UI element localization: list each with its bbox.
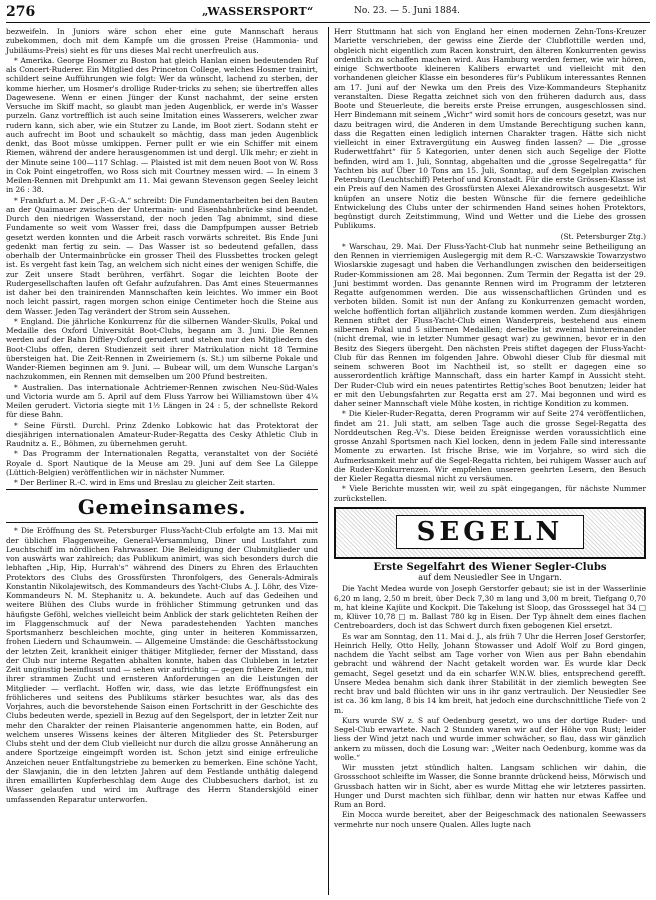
news-australien: * Australien. Das internationale Achtriemer-Rennen zwischen Neu-Süd-Wales und Victoria wurde am 5. April auf dem Fluss Yarrow bei Williamstown über 4¼ Meilen gerudert. Victoria siegte mit 1½ Längen in 24 : 5, der schnellste Rekord für diese Bahn. bbox=[6, 382, 318, 420]
page-header bbox=[6, 4, 650, 22]
news-programm: * Das Programm der Internationalen Regatta, veranstaltet von der Société Royale d. Sport Nautique de la Meuse am 29. Juni auf dem See La Gileppe (Lüttich-Belgien) veröffentlichen wir in nächster Nummer. bbox=[6, 449, 318, 477]
paragraph: Kurs wurde SW z. S auf Oedenburg gesetzt, wo uns der dortige Ruder- und Segel-Club erwartete. Nach 2 Stunden waren wir auf der Höhe von Rust; leider liess der Wind jetzt nach und wurde immer schwächer, so flau, dass wir gänzlich ankern zu müssen, doch die Losung war: „Weiter nach Oedenburg, komme was da wolle.“ bbox=[334, 715, 646, 762]
article-title: Erste Segelfahrt des Wiener Segler-Clubs bbox=[373, 561, 607, 573]
source-note: (St. Petersburger Ztg.) bbox=[560, 231, 646, 241]
news-petersburg: * Die Eröffnung des St. Petersburger Fluss-Yacht-Club erfolgte am 13. Mai mit der üblichen Flaggenweihe, General-Versammlung, Diner und Lustfahrt zum Leuchtschiff im nördlichen Fahrwasser. Die Beleidigung der Clubmitglieder und von auswärts war zahlreich; das Publikum animirt, was sich besonders durch die lebhaften „Hip, Hip, Hurrah's“ während des Diners zu Ehren des Erlauchten Protektors des Clubs des Grossfürsten Thronfolgers, des Generals-Admirals Konstantin Nikolajewitsch, des Kommandeurs des Yacht-Clubs A. J. Löhr, des Vize-Kommandeurs N. M. Stephanitz u. A. bekundete. Auch auf das Gedeihen und weitere Blühen des Clubs wurde in fröhlicher Stimmung getrunken und das häufigste Geföhl, welches vielleicht beim Anblick der stark gelichteten Reihen der im Flaggenschmuck auf der Newa paradestehenden Yachten manches Sportsmanherz beschleichen mochte, ging unter in heiteren Kommissarzen, frohen Liedern und Schaumwein. — Allgemeine Umstände: die Geschäftsstockung der letzten Zeit, krankheit einiger thätiger Mitglieder, ferner der Misstand, dass der Club nur interne Regatten abhalten konnte, haben das Clubleben in letzter Zeit ungünstig beeinflusst und — sehen wir aufrichtig — gegen frühere Zeiten, mit ihrer strammen Zucht und ernsteren Anforderungen an die Leistungen der Mitglieder — verflacht. Hoffen wir, dass, wie das letzte Eröffnungsfest ein fröhlicheres und seitens des Publikums stärker besuchtes war, als das des Vorjahres, auch die bevorstehende Saison einen Fortschritt in der Geschichte des Clubs bedeuten werde, speziell in Bezug auf den Segelsport, der in letzter Zeit nur mehr den Charakter der reinen Plaisanterie angenommen hatte, ein Boden, auf welchem unseres Wissens keines der älteren Mitglieder des St. Petersburger Clubs steht und der dem Club vielleicht nur durch die allzu grosse Annäherung an andere Sportzeige eingeimpft worden ist. Schon jetzt sind einige erfreuliche Anzeichen neuer Entfaltungstriebe zu bemerken zu bemerken. Eine schöne Yacht, der Slawjanin, die in den letzten Jahren auf dem Festlande unthätig dalegend ihren emaillirten Kupferbeschlag dem Auge des Clubbesuchers darbot, ist zu Wasser gelaufen und wird im Auftrage des Herrn Standerskjöld einer umfassenden Reparatur unterworfen. bbox=[6, 526, 318, 804]
section-rule bbox=[6, 522, 318, 523]
page-number: 276 bbox=[6, 4, 36, 20]
right-column bbox=[334, 27, 646, 830]
news-kiel: * Die Kieler-Ruder-Regatta, deren Programm wir auf Seite 274 veröffentlichen, findet am 21. Juli statt, am selben Tage auch die grosse Segel-Regatta des Norddeutschen Reg.-V's. Diese beiden Ereignisse werden voraussichtlich eine grosse Anzahl Sportsmen nach Kiel locken, denn in jedem Falle sind interessante Momente zu erwarten. Ist frische Brise, wie im Vorjahre, so wird sich die Aufmerksamkeit mehr auf die Segel-Regatta richten, bei ruhigem Wasser auch auf die Ruder-Konkurrenzen. Wir empfehlen unseren geehrten Lesern, den Besuch der Kieler Regatta diesmal nicht zu versäumen. bbox=[334, 409, 646, 483]
section-title: Gemeinsames. bbox=[77, 495, 247, 520]
news-frankfurt: * Frankfurt a. M. Der „F.-G.-A.“ schreibt: Die Fundamentarbeiten bei den Bauten an der Quaimauer zwischen der Untermain- und Eisenbahnbrücke sind beendet. Durch den niedrigen Wasserstand, der noch jeden Tag abnimmt, sind diese Fundamente so weit vom Wasser frei, dass die Dampfpumpen ausser Betrieb gesetzt werden konnten und die Arbeit rasch vorwärts schreitet. Bis Ende Juni gedenkt man fertig zu sein. — Das Wasser ist so bedeutend gefallen, dass oberhalb der Untermainbrücke ein grosser Theil des Flussbettes trocken gelegt ist. Es vergeht fast kein Tag, an welchem sich nicht eines der wenigen Schiffe, die zur Zeit unsere Stadt berühren, verfährt. Sogar die leichten Boote der Rudergesellschaften laufen oft Gefahr aufzufahren. Das Amt eines Steuermannes ist daher bei den trainirenden Mannschaften kein leichtes. Wo immer ein Boot noch leicht passirt, ragen morgen schon einige Centimeter hoch die Steine aus dem Wasser. Jeden Tag verändert der Strom sein Aussehen. bbox=[6, 195, 318, 316]
article-subtitle: auf dem Neusiedler See in Ungarn. bbox=[418, 573, 562, 582]
segeln-banner bbox=[334, 507, 646, 559]
section-rule bbox=[6, 489, 318, 490]
header-rule bbox=[6, 22, 650, 23]
paragraph: Herr Stuttmann hat sich von England her einen modernen Zehn-Tons-Kreuzer Mariette verschrieben, der gewiss eine Zierde der Clubflottille werden und, obgleich nicht eigentlich zum Racen konstruirt, den älteren Konkurrenten gewiss ordentlich zu schaffen machen wird. Aus Hamburg werden ferner, wie wir hören, einige Schwertboote kleineren Kalibers erwartet und vielleicht mit den vorhandenen gleicher Klasse ein besonderes für's Publikum interessantes Rennen am 17. Juni auf der Newka um den Preis des Vize-Kommandeurs Stephanitz veranstalten. Diese Regatta zeichnet sich von den früheren dadurch aus, dass Boote und Steuerleute, die bereits erste Preise errungen, ausgeschlossen sind. Herr Bindemann mit seinem „Wichr“ wird somit hors de concours gesetzt, was nur dazu beitragen wird, die Anderen in dem Umstande Berechtigung suchen kann, dass die Regatten einen lediglich internen Charakter tragen. Hätte sich nicht vielleicht in einer Extravergütung ein Ausweg finden lassen? — Die „grosse Ruderwettfahrt“ für 5 Kategorien, unter denen sich auch Segelige der Flotte befinden, wird am 1. Juli, Sonntag, abgehalten und die „grosse Segelregatta“ für Yachten bis auf Über 10 Tons am 15. Juli, Sonntag, auf dem Segelplan zwischen Petersburg (Leuchtschiff) Peterhof und Kronstadt. Für die erste Grössen-Klasse ist ein Preis auf den Namen des Grossfürsten Alexei Alexandrowitsch ausgesetzt. Wir knüpfen an unsere Notiz die besten Wünsche für die fernere gedeihliche Entwickelung des Clubs unter der schirmenden Hand seines hohen Protektors, begünstigt durch Zeitstimmung, Wind und Wetter und die Liebe des grossen Publikums. bbox=[334, 27, 646, 231]
news-amerika: * Amerika. George Hosmer zu Boston hat gleich Hanlan einen bedeutenden Ruf als Concert-Ruderer. Ein Mitglied des Princeton College, welches Hosmer trainirt, schildert seine Aufführungen wie folgt: Wer da wünscht, lachend zu sterben, der komme hierher, um Hosmer's drollige Ruder-tricks zu sehen; sie übertreffen alles Dagewesene. Wenn er einen Jünger der Kunst nachahmt, der seine ersten Versuche im Skiff macht, so glaubt man jeden Augenblick, er werde in's Wasser purzeln. Ganz vortrefflich ist auch seine Imitation eines Wasserers, welcher zwar rudern kann, sich aber, wie ein Stutzer zu Lande, im Boot ziert. Sodann steht er auch aufrecht im Boot und schaukelt so mächtig, dass man jeden Augenblick denkt, das Boot müsse umkippen. Ferner pullt er wie ein Schiffer mit einem Riemen, während der andere herausgenommen ist und dergl. Ulk mehr; er zieht in der Minute seine 100—117 Schlag. — Plaisted ist mit dem neuen Boot von W. Ross in Cok Point eingetroffen, wo Ross sich mit Courtney messen wird. — In einem 3 Meilen-Rennen mit Drehpunkt am 11. Mai gewann Stevenson gegen Seeley leicht in 26 : 38. bbox=[6, 55, 318, 195]
paragraph: bezweifeln. In Juniors wäre schon eher eine gute Mannschaft heraus zubekommen, doch mit dem Kampfe um die grossen Preise (Hammonia- und Jubiläums-Preis) sieht es für uns dieses Mal recht unerfreulich aus. bbox=[6, 27, 318, 55]
paragraph: Die Yacht Medea wurde von Joseph Gerstorfer gebaut; sie ist in der Wasserlinie 6,20 m lang, 2,50 m breit, über Deck 7,30 m lang und 3,00 m breit, Tiefgang 0,70 m, hat kleine Kajüte und Kockpit. Die Takelung ist Sloop, das Grosssegel hat 34 □ m, Klüver 10,78 □ m. Ballast 780 kg in Eisen. Der Typ ähnelt dem eines flachen Centreboarders, doch ist das Schwert durch fixen gebogenen Kiel ersetzt. bbox=[334, 584, 646, 631]
news-lobkowic: * Seine Fürstl. Durchl. Prinz Zdenko Lobkowic hat das Protektorat der diesjährigen internationalen Amateur-Ruder-Regatta des Cesky Athletic Club in Raudnitz a. E., Böhmen, zu übernehmen geruht. bbox=[6, 420, 318, 448]
left-column bbox=[6, 27, 318, 805]
news-warschau: * Warschau, 29. Mai. Der Fluss-Yacht-Club hat nunmehr seine Betheiligung an den Rennen in vierriemigen Auslegergig mit dem R.-C. Warszawskie Towarzystwo Wioslarskie zugesagt und haben die Verhandlungen zwischen den beiderseitigen Ruder-Kommissionen am 28. Mai begonnen. Zum Termin der Regatta ist der 29. Juni bestimmt worden. Das genannte Rennen wird im Programm der letzteren Regatte aufgenommen werden. Die aus wissenschaftlichen Gründen und es verboten bilden. Somit ist nun der Anfang zu Konkurrenzen gemacht worden, welche hoffentlich fortan alljährlich zustande kommen werden. Zum diesjährigen Rennen stiftet der Fluss-Yacht-Club einen Wanderpreis, bestehend aus einem silbernen Pokal und 5 silbernen Medaillen; derselbe ist zweimal hintereinander (nicht dremal, wie in letzter Nummer gesagt war) zu gewinnen, bevor er in den Besitz des Siegers übergeht. Den nächsten Preis stiftet dagegen der Fluss-Yacht-Club für das Rennen im folgenden Jahre. Obwohl dieser Club für diesmal mit seinem schweren Boot im Nachtheil ist, so stellt er dagegen eine so ausserordentlich kräftige Mannschaft, dass ein harter Kampf in Aussicht steht. Der Ruder-Club wird ein neues patentirtes Rettig'sches Boot benutzen; leider hat er mit den Uebungsfahrten zur Regatta erst am 27. Mai begonnen und wird es daher seiner Mannschaft viele Mühe kosten, in richtige Kondition zu kommen. bbox=[334, 241, 646, 408]
paragraph: Wir mussten jetzt stündlich halten. Langsam schlichen wir dahin, die Grossschoot schleifte im Wasser, die Sonne brannte drückend heiss, Mörwisch und Grussbach hatten wir in Sicht, aber es wurde Mittag ehe wir letzteres passirten. Hunger und Durst machten sich fühlbar, denn wir hatten nur etwas Kaffee und Rum an Bord. bbox=[334, 763, 646, 809]
column-divider bbox=[328, 27, 329, 895]
issue-info: No. 23. — 5. Juni 1884. bbox=[354, 6, 461, 16]
paragraph: Es war am Sonntag, den 11. Mai d. J., als früh 7 Uhr die Herren Josef Gerstorfer, Heinrich Helly, Otto Helly, Johann Stowasser und Adolf Wolf zu Bord gingen, nachdem die Yacht selbst am Tage vorher von Wien aus per Bahn ebendahin gebracht und während der Nacht getakelt worden war. Es wurde klar Deck gemacht, Segel gesetzt und da ein scharfer W.N.W. blies, entsprechend gerefft. Unsere Medea benahm sich dank ihrer Stabilität in der ziemlich bewegten See recht brav und bald flüchten wir uns in ihr ganz vertraulich. Der Neusiedler See ist ca. 36 km lang, 8 bis 14 km breit, hat jedoch eine durchschnittliche Tiefe von 2 m. bbox=[334, 631, 646, 715]
news-england: * England. Die jährliche Konkurrenz für die silbernen Wander-Skulls, Pokal und Medaille des Oxford Universität Boot-Clubs, begann am 3. Juni. Die Rennen werden auf der Bahn Diffley-Oxford gerudert und stehen nur den Mitgliedern des Boot-Clubs offen, deren Studienzeit seit ihrer Matrikulation nicht 18 Termine übersteigen hat. Die Zeit-Rennen in Zweiriemern (s. St.) um silberne Pokale und Wander-Riemen beginnen am 9. Juni. — Bubear will, um dem Wunsche Largan's nachzukommen, ein Rennen mit demselben um 200 Pfund bestreiten. bbox=[6, 316, 318, 382]
news-berichte: * Viele Berichte mussten wir, weil zu spät eingegangen, für nächste Nummer zurückstellen. bbox=[334, 484, 646, 503]
paragraph: Ein Mocca wurde bereitet, aber der Beigeschmack des nationalen Seewassers vermehrte nur noch unsere Qualen. Alles lugte nach bbox=[334, 810, 646, 829]
journal-title: „WASSERSPORT“ bbox=[202, 5, 314, 18]
segeln-banner-title: SEGELN bbox=[396, 515, 584, 549]
news-berliner-rc: * Der Berliner R.-C. wird in Ems und Breslau zu gleicher Zeit starten. bbox=[14, 478, 276, 487]
